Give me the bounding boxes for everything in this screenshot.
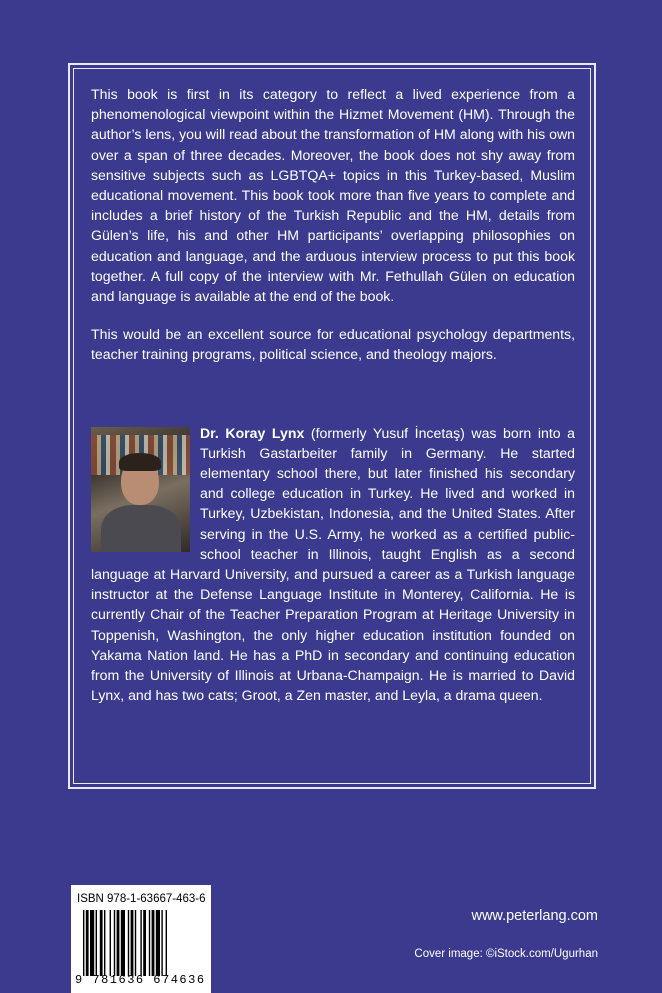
isbn-label: ISBN 978-1-63667-463-6	[77, 893, 206, 905]
blurb-paragraph-2: This would be an excellent source for educational psychology departments, teacher training programs, political science, and theology majors.	[91, 326, 575, 363]
barcode-bars	[83, 910, 203, 976]
publisher-website[interactable]: www.peterlang.com	[471, 908, 598, 924]
blurb-paragraph-1: This book is first in its category to reflect a lived experience from a phenomenological viewpoint within the Hizmet Movement (HM). Through the author’s lens, you will read about the transformation of HM along with his own over a span of three decades. Moreover, the book does not shy away from sensitive subjects such as LGBTQA+ topics in this Turkey-based, Muslim educational movement. This book took more than five years to complete and includes a brief history of the Turkish Republic and the HM, details from Gülen’s life, his and other HM participants’ overlapping philosophies on education and language, and the arduous interview process to put this book together. A full copy of the interview with Mr. Fethullah Gülen on education and language is available at the end of the book.	[91, 86, 575, 305]
barcode-digits: 9 781636 674636	[75, 973, 206, 987]
author-section	[91, 423, 575, 706]
author-bio-text: (formerly Yusuf İncetaş) was born into a Turkish Gastarbeiter family in Germany. He started elementary school there, but later finished his secondary and college education in Turkey. He lived and worked in Turkey, Uzbekistan, Indonesia, and the United States. After serving in the U.S. Army, he worked as a certified public-school teacher in Illinois, taught English as a second language at Harvard University, and pursued a career as a Turkish language instructor at the Defense Language Institute in Monterey, California. He is currently Chair of the Teacher Preparation Program at Heritage University in Toppenish, Washington, the only higher education institution founded on Yakama Nation land. He has a PhD in secondary and continuing education from the University of Illinois at Urbana-Champaign. He is married to David Lynx, and has two cats; Groot, a Zen master, and Leyla, a drama queen.	[91, 424, 576, 704]
cover-image-credit: Cover image: ©iStock.com/Ugurhan	[414, 948, 598, 960]
back-cover-text	[91, 84, 575, 705]
author-name: Dr. Koray Lynx	[200, 424, 305, 441]
author-photo	[91, 427, 190, 552]
isbn-barcode	[71, 885, 211, 993]
